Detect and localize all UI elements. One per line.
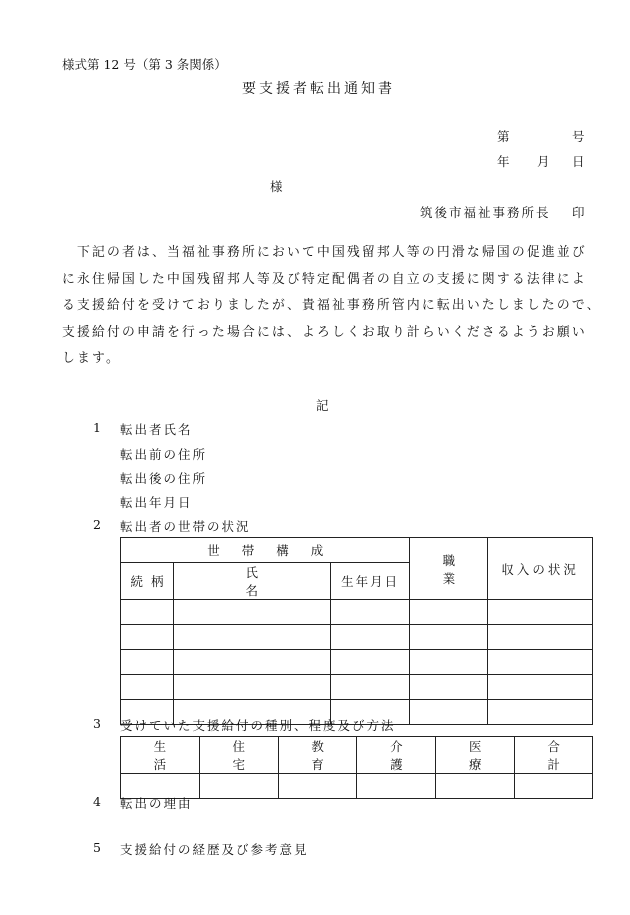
benefit-col-care: 介護 [357,737,436,774]
table-cell[interactable] [488,650,593,675]
table-cell[interactable] [488,700,593,725]
household-table [120,537,593,725]
table-cell[interactable] [436,774,515,799]
item-prev-address: 転出前の住所 [120,447,208,462]
benefit-col-living: 生活 [121,737,200,774]
addressee-sama: 様 [270,179,283,194]
item-benefit-history: 支援給付の経歴及び参考意見 [120,842,309,857]
body-line: 支援給付の申請を行った場合には、よろしくお取り計らいくださるようお願い [62,324,587,340]
benefit-col-housing: 住宅 [199,737,278,774]
table-cell[interactable] [330,625,410,650]
table-cell[interactable] [199,774,278,799]
table-row [121,650,593,675]
ki-heading: 記 [316,398,329,413]
item-benefit-type: 受けていた支援給付の種別、程度及び方法 [120,718,396,733]
name-header: 氏名 [173,563,330,600]
seal-mark: 印 [572,205,585,220]
date-day: 日 [572,154,585,169]
table-cell[interactable] [330,675,410,700]
benefit-col-medical: 医療 [436,737,515,774]
table-row [121,625,593,650]
form-number: 様式第 12 号（第 3 条関係） [62,57,227,72]
body-paragraph [62,240,602,373]
item-number: 4 [93,794,101,809]
date-year: 年 [497,154,510,169]
date-month: 月 [537,154,550,169]
benefit-table [120,736,593,799]
body-line: します。 [62,351,121,366]
income-header: 収入の状況 [488,538,593,600]
item-move-reason: 転出の理由 [120,796,193,811]
table-cell[interactable] [488,625,593,650]
benefit-col-education: 教育 [278,737,357,774]
relation-header: 続柄 [121,563,174,600]
table-cell[interactable] [173,625,330,650]
item-number: 3 [93,716,101,731]
table-cell[interactable] [121,675,174,700]
body-line: 下記の者は、当福祉事務所において中国残留邦人等の円滑な帰国の促進並び [62,245,587,260]
table-cell[interactable] [330,650,410,675]
occupation-header: 職業 [410,538,488,600]
household-composition-header: 世帯構成 [121,538,410,563]
body-line: に永住帰国した中国残留邦人等及び特定配偶者の自立の支援に関する法律によ [62,271,587,287]
benefit-col-total: 合計 [515,737,593,774]
item-household-status: 転出者の世帯の状況 [120,519,251,534]
table-cell[interactable] [410,625,488,650]
birthdate-header: 生年月日 [330,563,410,600]
table-row [121,675,593,700]
table-cell[interactable] [410,675,488,700]
table-cell[interactable] [410,600,488,625]
document-title: 要支援者転出通知書 [242,81,395,97]
item-move-date: 転出年月日 [120,495,193,510]
number-go: 号 [572,129,585,144]
item-number: 1 [93,420,101,435]
table-cell[interactable] [410,650,488,675]
table-cell[interactable] [410,700,488,725]
issuer: 筑後市福祉事務所長 [420,205,551,220]
body-line: る支援給付を受けておりましたが、貴福祉事務所管内に転出いたしましたので、 [62,298,602,313]
table-cell[interactable] [121,625,174,650]
item-number: 2 [93,517,101,532]
table-cell[interactable] [278,774,357,799]
item-mover-name: 転出者氏名 [120,422,193,437]
table-cell[interactable] [121,600,174,625]
table-cell[interactable] [330,600,410,625]
table-cell[interactable] [488,675,593,700]
table-cell[interactable] [173,675,330,700]
item-new-address: 転出後の住所 [120,471,208,486]
table-cell[interactable] [357,774,436,799]
item-number: 5 [93,840,101,855]
table-cell[interactable] [173,600,330,625]
table-cell[interactable] [515,774,593,799]
number-dai: 第 [497,129,510,144]
table-cell[interactable] [121,650,174,675]
table-row [121,600,593,625]
table-cell[interactable] [488,600,593,625]
table-cell[interactable] [173,650,330,675]
